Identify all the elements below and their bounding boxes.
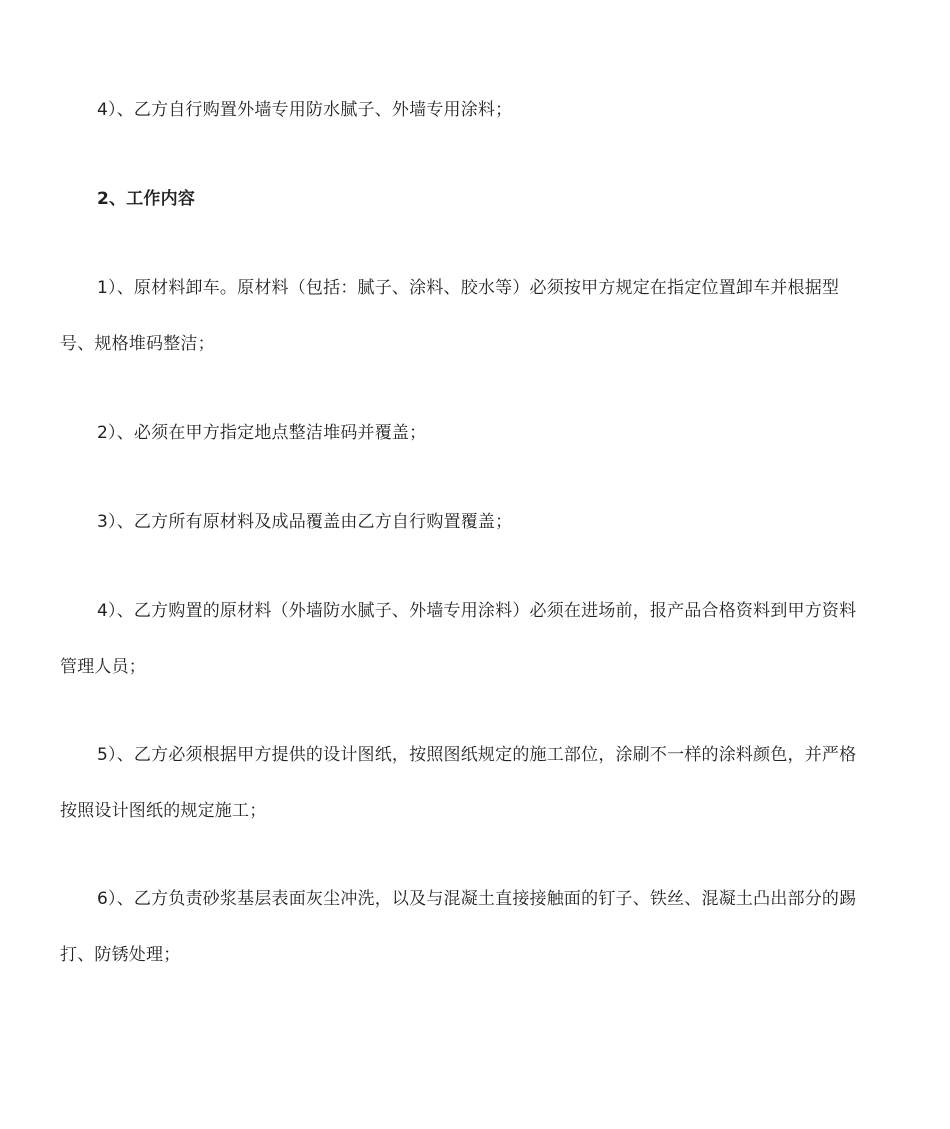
clause-2-stacking: 2）、必须在甲方指定地点整洁堆码并覆盖； xyxy=(97,423,427,443)
clause-5-design-drawings: 5）、乙方必须根据甲方提供的设计图纸，按照图纸规定的施工部位，涂刷不一样的涂料颜色，并严格按照设计图纸的规定施工； xyxy=(60,745,857,821)
clause-6-surface-treatment: 6）、乙方负责砂浆基层表面灰尘冲洗，以及与混凝土直接接触面的钉子、铁丝、混凝土凸出部分的踢打、防锈处理； xyxy=(60,889,857,965)
clause-4-materials-purchase: 4）、乙方自行购置外墙专用防水腻子、外墙专用涂料； xyxy=(97,100,513,120)
clause-1-unloading: 1）、原材料卸车。原材料（包括：腻子、涂料、胶水等）必须按甲方规定在指定位置卸车并根据型号、规格堆码整洁； xyxy=(60,278,840,354)
section-heading-work-content: 2、工作内容 xyxy=(97,189,196,209)
clause-4-qualification-documents: 4）、乙方购置的原材料（外墙防水腻子、外墙专用涂料）必须在进场前，报产品合格资料到甲方资料管理人员； xyxy=(60,601,857,677)
clause-3-covering: 3）、乙方所有原材料及成品覆盖由乙方自行购置覆盖； xyxy=(97,512,513,532)
